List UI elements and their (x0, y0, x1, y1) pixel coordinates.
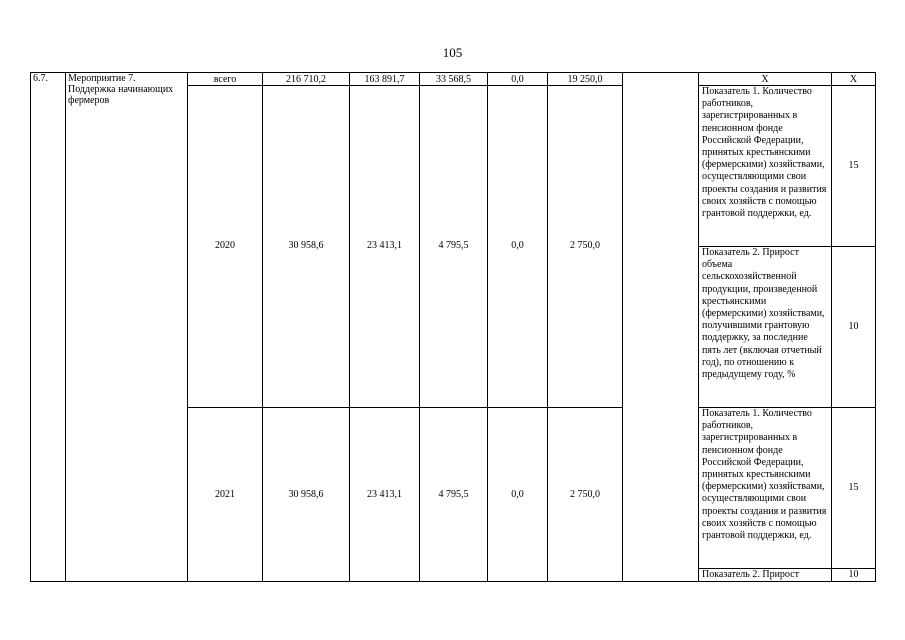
year-value-2: 23 413,1 (350, 408, 420, 582)
year-value-5: 2 750,0 (548, 408, 623, 582)
row-number: 6.7. (31, 73, 66, 582)
year-value-3: 4 795,5 (420, 408, 488, 582)
total-row (31, 73, 876, 86)
total-value-4: 0,0 (488, 73, 548, 86)
indicator-value: 10 (832, 569, 876, 582)
indicator-text: Показатель 2. Прирост объема сельскохозяйственной продукции, произведенной крестьянскими (фермерскими) хозяйствами, получившими грантовую поддержку, за последние пять лет (включая отчетный год), по отношению к предыдущему году, % (699, 247, 832, 408)
indicator-text: Показатель 2. Прирост (699, 569, 832, 582)
year-value-4: 0,0 (488, 408, 548, 582)
total-value-3: 33 568,5 (420, 73, 488, 86)
indicator-text: Показатель 1. Количество работников, зарегистрированных в пенсионном фонде Российской Федерации, принятых крестьянскими (фермерскими) хозяйствами, осуществляющими свои проекты создания и развития своих хозяйств с помощью грантовой поддержки, ед. (699, 86, 832, 247)
blank-column (623, 73, 699, 582)
year-label: 2020 (188, 86, 263, 408)
program-table (30, 72, 876, 582)
year-value-4: 0,0 (488, 86, 548, 408)
total-value-1: 216 710,2 (263, 73, 350, 86)
year-value-1: 30 958,6 (263, 408, 350, 582)
year-value-1: 30 958,6 (263, 86, 350, 408)
year-label: 2021 (188, 408, 263, 582)
indicator-text: Показатель 1. Количество работников, зарегистрированных в пенсионном фонде Российской Федерации, принятых крестьянскими (фермерскими) хозяйствами, осуществляющими свои проекты создания и развития своих хозяйств с помощью грантовой поддержки, ед. (699, 408, 832, 569)
indicator-value: 15 (832, 408, 876, 569)
total-indicator-x: Х (699, 73, 832, 86)
total-label: всего (188, 73, 263, 86)
total-value-2: 163 891,7 (350, 73, 420, 86)
event-title: Мероприятие 7. Поддержка начинающих фермеров (66, 73, 188, 582)
total-value-x: Х (832, 73, 876, 86)
indicator-value: 15 (832, 86, 876, 247)
year-value-5: 2 750,0 (548, 86, 623, 408)
indicator-value: 10 (832, 247, 876, 408)
total-value-5: 19 250,0 (548, 73, 623, 86)
year-value-2: 23 413,1 (350, 86, 420, 408)
page-number: 105 (442, 45, 463, 60)
year-value-3: 4 795,5 (420, 86, 488, 408)
